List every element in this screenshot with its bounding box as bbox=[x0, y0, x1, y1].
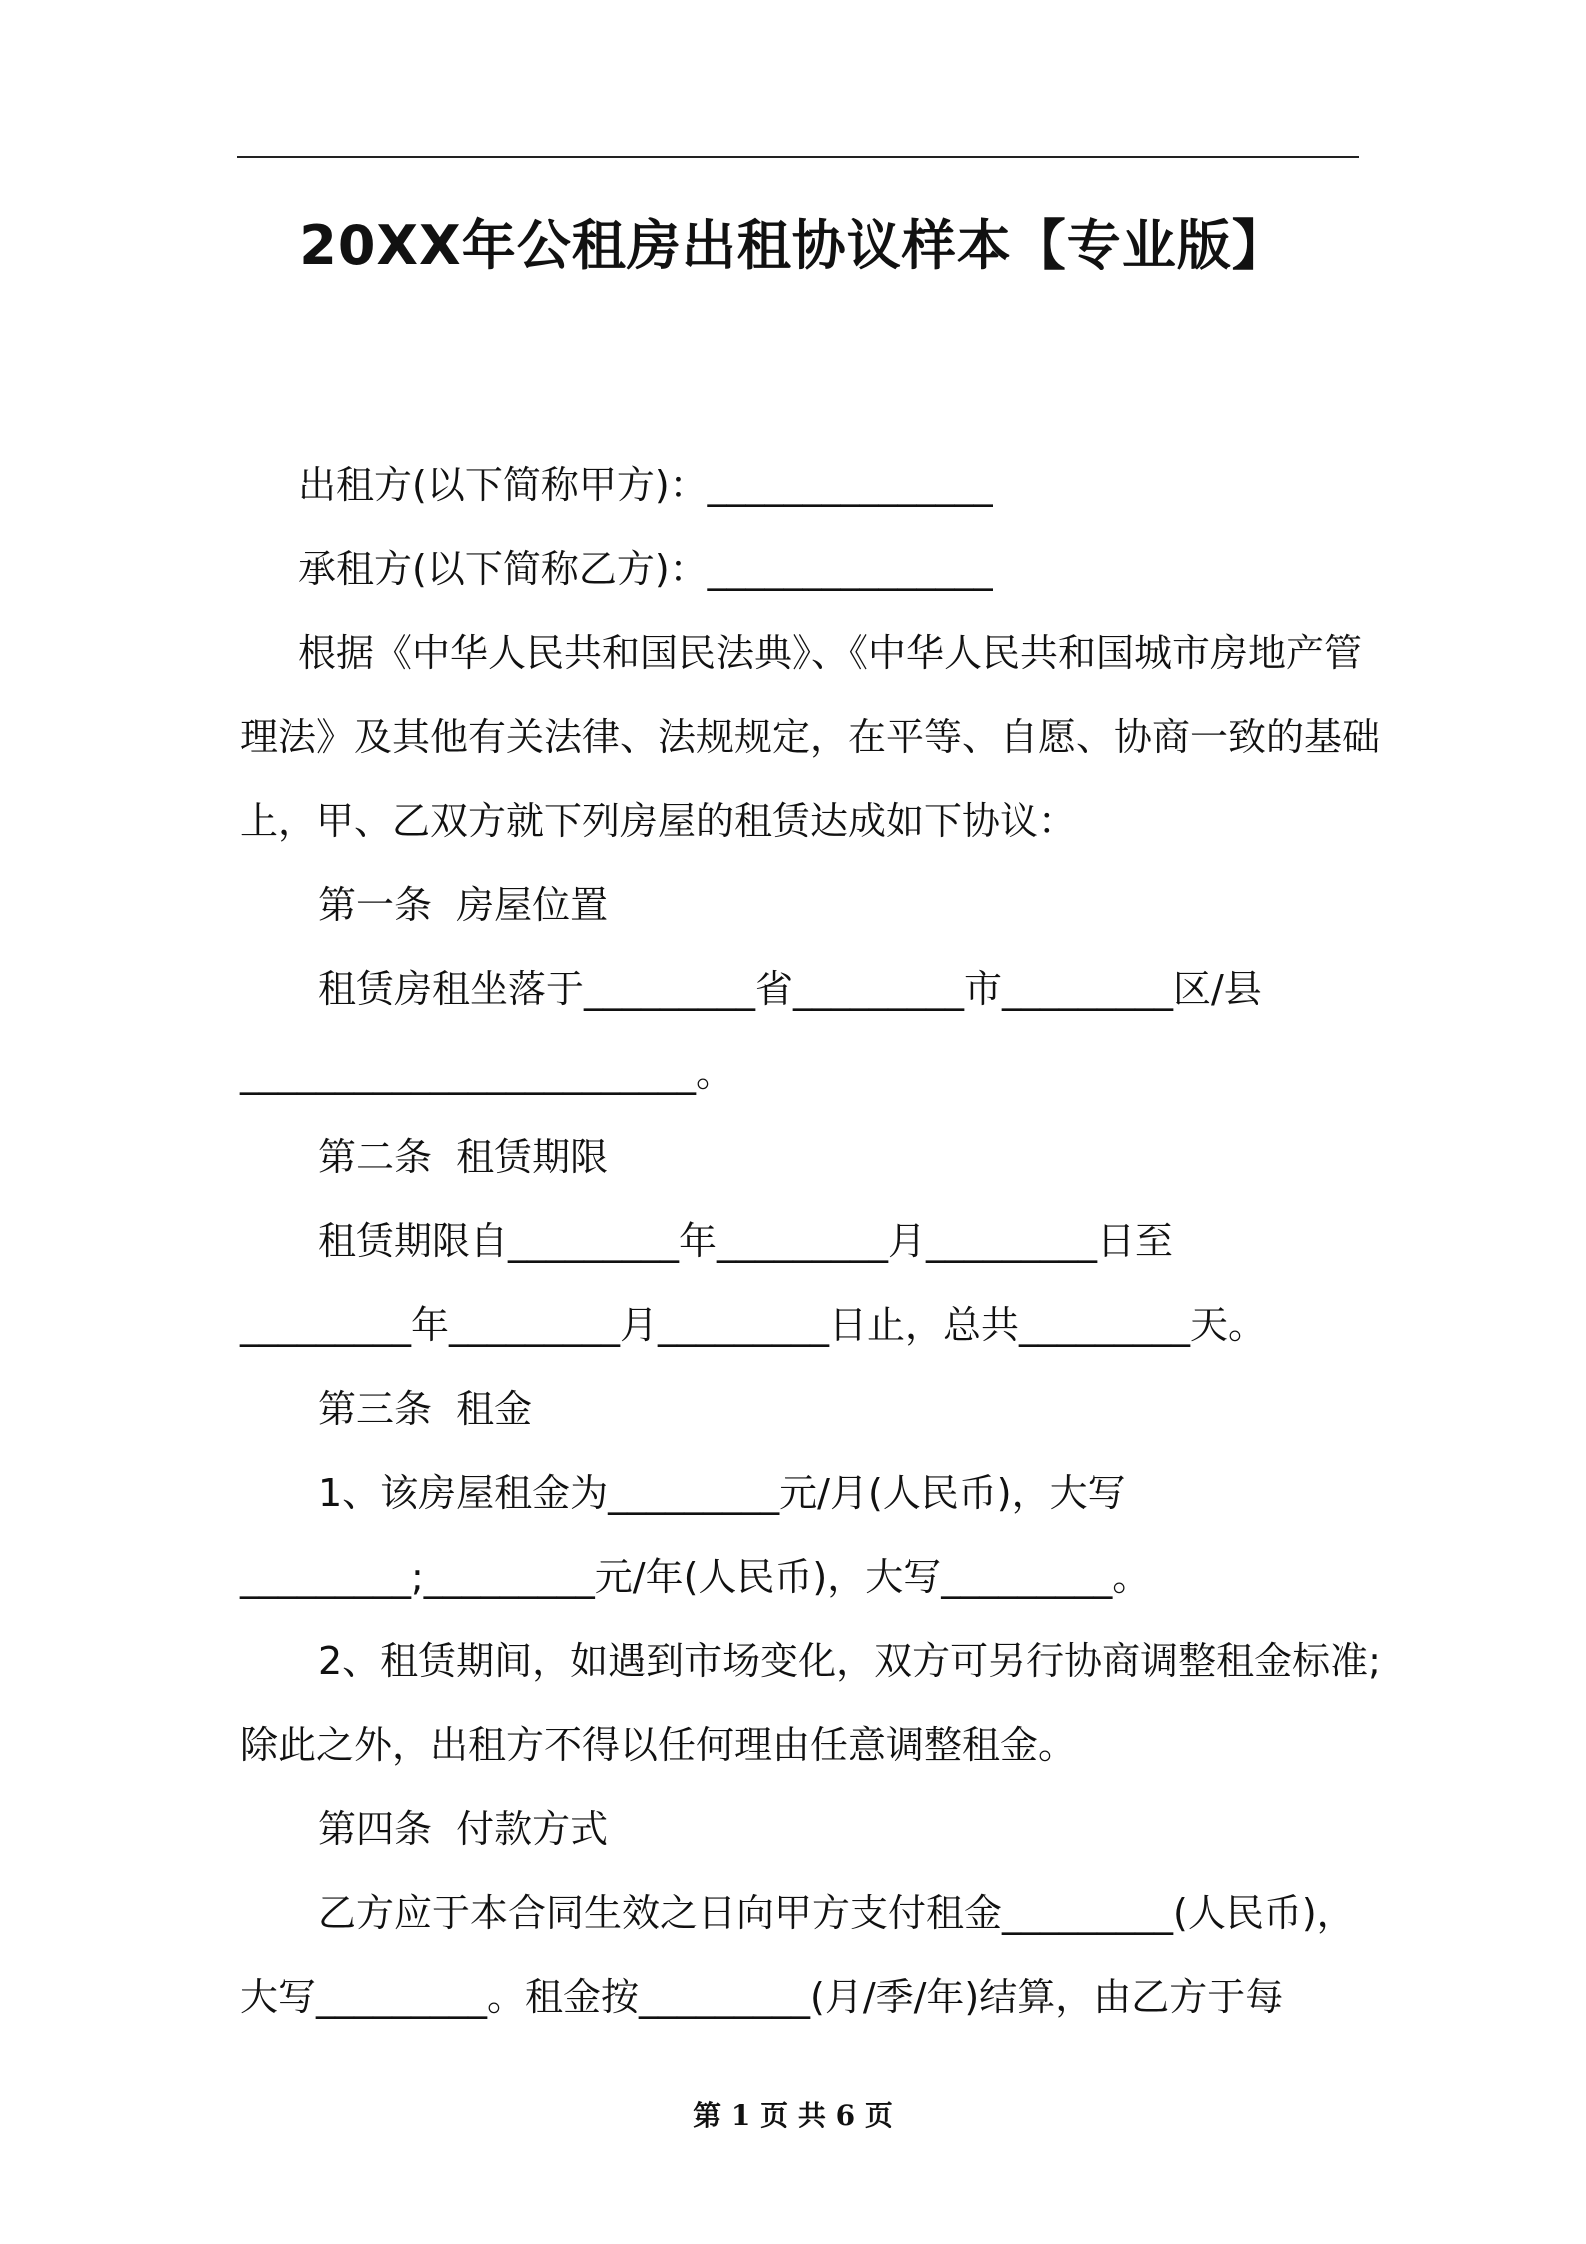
article-1-heading: 第一条 房屋位置 bbox=[318, 883, 609, 927]
lessor-line: 出租方(以下简称甲方)：_______________ bbox=[298, 463, 993, 507]
article-1-line-1: 租赁房租坐落于_________省_________市_________区/县 bbox=[318, 967, 1262, 1011]
header-rule bbox=[237, 156, 1359, 158]
lessee-line: 承租方(以下简称乙方)：_______________ bbox=[298, 547, 993, 591]
document-title: 20XX年公租房出租协议样本【专业版】 bbox=[299, 214, 1287, 277]
article-2-line-1: 租赁期限自_________年_________月_________日至 bbox=[318, 1219, 1174, 1263]
article-2-heading: 第二条 租赁期限 bbox=[318, 1135, 609, 1179]
article-3-clause-2-line-2: 除此之外，出租方不得以任何理由任意调整租金。 bbox=[240, 1723, 1077, 1767]
article-3-clause-2-line-1: 2、租赁期间，如遇到市场变化，双方可另行协商调整租金标准; bbox=[318, 1639, 1381, 1683]
article-1-line-2: ________________________。 bbox=[240, 1051, 735, 1095]
article-3-heading: 第三条 租金 bbox=[318, 1387, 533, 1431]
preamble-line-3: 上，甲、乙双方就下列房屋的租赁达成如下协议： bbox=[240, 799, 1077, 843]
article-3-clause-1-line-1: 1、该房屋租金为_________元/月(人民币)，大写 bbox=[318, 1471, 1126, 1515]
preamble-line-1: 根据《中华人民共和国民法典》、《中华人民共和国城市房地产管 bbox=[298, 631, 1363, 675]
page-number: 第 1 页 共 6 页 bbox=[693, 2099, 893, 2132]
article-3-clause-1-line-2: _________;_________元/年(人民币)，大写_________。 bbox=[240, 1555, 1151, 1599]
article-4-heading: 第四条 付款方式 bbox=[318, 1807, 609, 1851]
article-4-line-2: 大写_________。租金按_________(月/季/年)结算，由乙方于每 bbox=[240, 1975, 1284, 2019]
article-2-line-2: _________年_________月_________日止，总共_________天。 bbox=[240, 1303, 1267, 1347]
preamble-line-2: 理法》及其他有关法律、法规规定，在平等、自愿、协商一致的基础 bbox=[240, 715, 1381, 759]
article-4-line-1: 乙方应于本合同生效之日向甲方支付租金_________(人民币)， bbox=[318, 1891, 1355, 1935]
